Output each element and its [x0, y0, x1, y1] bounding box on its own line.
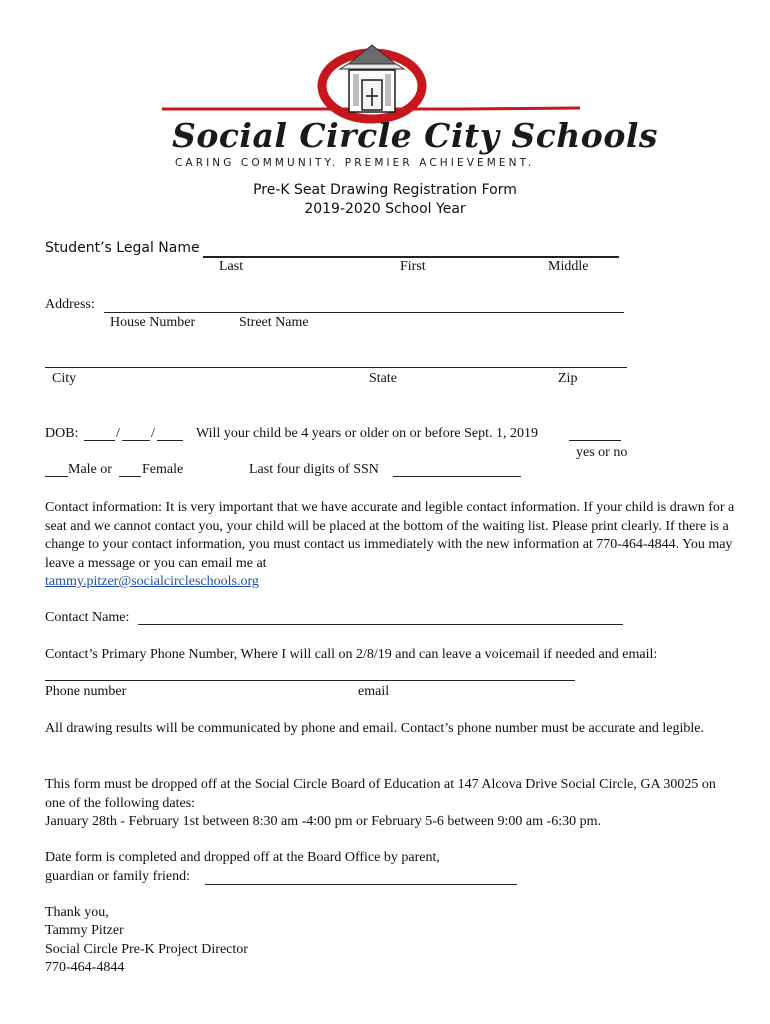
email-caption: email: [358, 684, 390, 699]
school-name: Social Circle City Schools: [172, 116, 658, 155]
dropoff-dates: January 28th - February 1st between 8:30 am -4:00 pm or February 5-6 between 9:00 am -6:30 pm.: [45, 814, 601, 829]
signature-name: Tammy Pitzer: [45, 923, 124, 938]
state-caption: State: [369, 371, 397, 386]
logo: [150, 40, 658, 175]
dropoff-paragraph: [45, 776, 735, 832]
street-name-caption: Street Name: [239, 315, 309, 330]
contact-name-field[interactable]: [138, 624, 623, 625]
signature-thanks: Thank you,: [45, 905, 109, 920]
results-note: All drawing results will be communicated by phone and email. Contact’s phone number must be accurate and legible.: [45, 721, 704, 736]
student-name-field[interactable]: [203, 256, 619, 258]
city-caption: City: [52, 371, 77, 386]
zip-caption: Zip: [558, 371, 578, 386]
contact-name-label: Contact Name:: [45, 610, 130, 625]
phone-number-caption: Phone number: [45, 684, 127, 699]
ssn-field[interactable]: [393, 476, 521, 477]
tagline: CARING COMMUNITY. PREMIER ACHIEVEMENT.: [175, 157, 535, 169]
house-number-caption: House Number: [110, 315, 196, 330]
yes-or-no-caption: yes or no: [576, 445, 628, 460]
completion-line-2: guardian or family friend:: [45, 869, 191, 884]
signature-phone: 770-464-4844: [45, 960, 125, 975]
form-title: Pre-K Seat Drawing Registration Form: [253, 182, 517, 198]
schoolhouse-logo-icon: [150, 40, 590, 125]
male-checkbox-field[interactable]: [45, 476, 68, 477]
address-street-field[interactable]: [104, 312, 624, 313]
dob-year-field[interactable]: [157, 440, 183, 441]
age-question: Will your child be 4 years or older on or before Sept. 1, 2019: [196, 426, 538, 441]
contact-info-paragraph: [45, 499, 735, 592]
director-email-link[interactable]: tammy.pitzer@socialcircleschools.org: [45, 574, 259, 589]
middle-name-caption: Middle: [548, 259, 589, 274]
phone-email-field[interactable]: [45, 680, 575, 681]
address-label: Address:: [45, 297, 95, 312]
signature-role: Social Circle Pre-K Project Director: [45, 942, 248, 957]
dropoff-text: This form must be dropped off at the Social Circle Board of Education at 147 Alcova Drive Social Circle, GA 30025 on one of the following dates:: [45, 777, 716, 811]
student-name-label: Student’s Legal Name: [45, 240, 200, 256]
dob-month-field[interactable]: [84, 440, 115, 441]
school-year: 2019-2020 School Year: [304, 201, 466, 217]
age-answer-field[interactable]: [569, 440, 621, 441]
dob-label: DOB:: [45, 426, 79, 441]
last-name-caption: Last: [219, 259, 244, 274]
contact-info-text: Contact information: It is very important that we have accurate and legible contact information. If your child is drawn for a seat and we cannot contact you, your child will be placed at the bottom of the waiting list. Please print clearly. If there is a change to your contact information, you must contact us immediately with the new information at 770-464-4844. You may leave a message or you can email me at: [45, 500, 735, 571]
male-label: Male or: [68, 462, 112, 477]
completion-line-1: Date form is completed and dropped off at the Board Office by parent,: [45, 850, 440, 865]
completion-date-field[interactable]: [205, 884, 517, 885]
first-name-caption: First: [400, 259, 426, 274]
female-label: Female: [142, 462, 184, 477]
dob-day-field[interactable]: [122, 440, 150, 441]
ssn-label: Last four digits of SSN: [249, 462, 379, 477]
address-city-field[interactable]: [45, 367, 627, 368]
dob-separator: /: [151, 426, 155, 441]
dob-separator: /: [116, 426, 120, 441]
phone-instructions: Contact’s Primary Phone Number, Where I will call on 2/8/19 and can leave a voicemail if needed and email:: [45, 647, 658, 662]
female-checkbox-field[interactable]: [119, 476, 141, 477]
